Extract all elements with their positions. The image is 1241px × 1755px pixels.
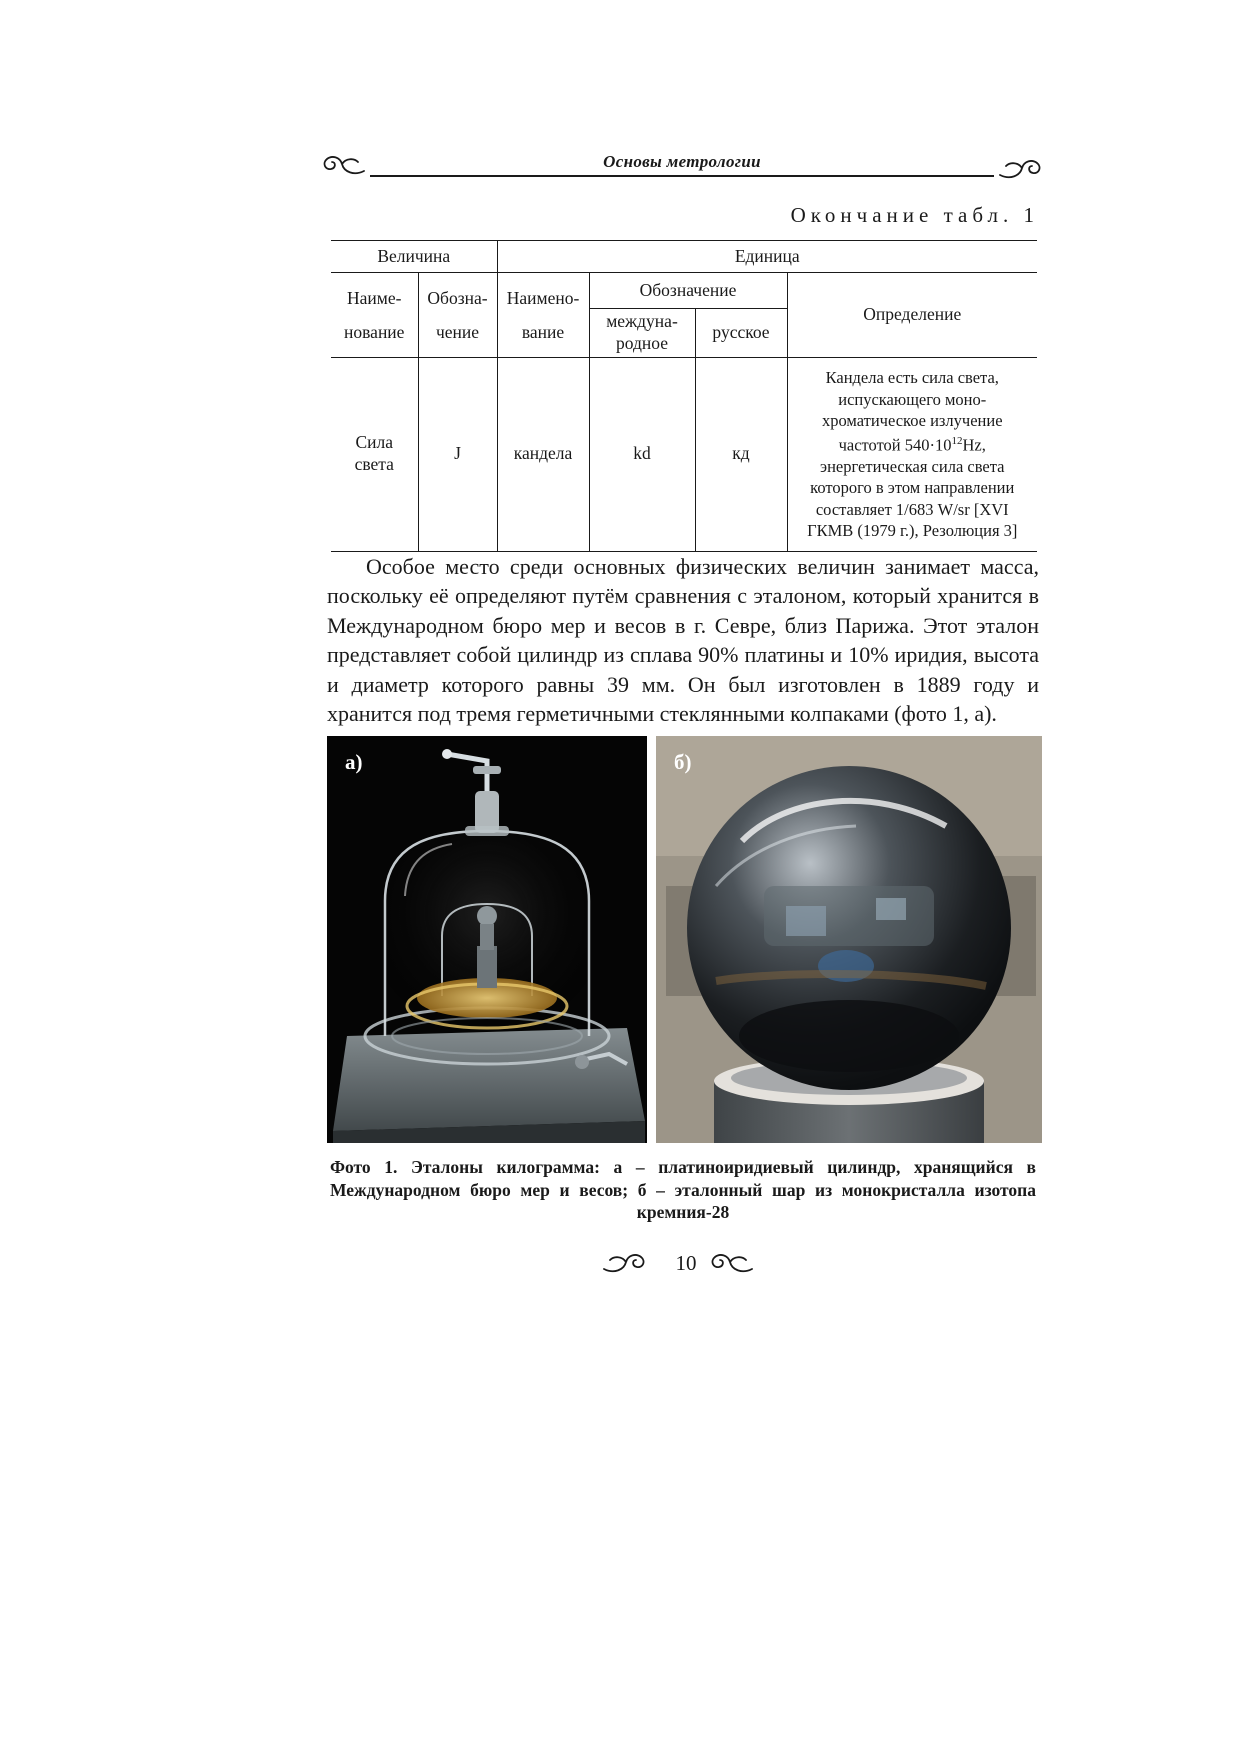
header-international: междуна- родное	[589, 309, 695, 358]
kilogram-bell-jar-illustration	[327, 736, 647, 1143]
cell-russian: кд	[695, 357, 787, 551]
cell-international: kd	[589, 357, 695, 551]
header-unit-name: Наимено- вание	[497, 273, 589, 358]
definition-text-start: Кандела есть сила света, испускающего моно-хроматическое излучение частотой 540·10	[821, 368, 1003, 455]
header-quantity-symbol: Обозна- чение	[418, 273, 497, 358]
header-quantity: Величина	[331, 241, 497, 273]
body-paragraph: Особое место среди основных физических величин занимает масса, поскольку её определяют путём сравнения с эталоном, который хранится в Международном бюро мер и весов в г. Севре, близ Парижа. Этот эталон представляет собой цилиндр из сплава 90% платины и 10% иридия, высота и диаметр которого равны 39 мм. Он был изготовлен в 1889 году и хранится под тремя герметичными стеклянными колпаками (фото 1, а).	[327, 554, 1039, 727]
definition-text-end: Hz, энергетическая сила света которого в этом направлении составляет 1/683 W/sr [XVI ГКМВ (1979 г.), Резолюция 3]	[807, 435, 1018, 540]
table-row	[331, 357, 1037, 551]
photo-silicon-sphere	[656, 736, 1042, 1143]
header-rule	[370, 175, 994, 177]
definition-exponent: 12	[951, 435, 963, 448]
silicon-sphere-illustration	[656, 736, 1042, 1143]
header-quantity-name: Наиме- нование	[331, 273, 418, 358]
cell-unit-name: кандела	[497, 357, 589, 551]
photo-b-label: б)	[674, 750, 692, 774]
table-continuation-caption: Окончание табл. 1	[790, 203, 1039, 227]
page-number: 10	[675, 1251, 697, 1275]
header-definition: Определение	[787, 273, 1037, 358]
header-left-ornament-icon	[318, 152, 368, 178]
photo-kilogram-prototype	[327, 736, 647, 1143]
header-unit: Единица	[497, 241, 1037, 273]
figure-caption: Фото 1. Эталоны килограмма: а – платиноиридиевый цилиндр, хранящийся в Международном бюро мер и весов; б – эталонный шар из монокристалла изотопа кремния-28	[330, 1157, 1036, 1222]
si-unit-table	[331, 240, 1037, 552]
header-russian: русское	[695, 309, 787, 358]
footer-right-ornament-icon	[706, 1250, 756, 1276]
running-header-title: Основы метрологии	[603, 152, 761, 171]
footer-left-ornament-icon	[600, 1250, 650, 1276]
cell-definition	[787, 357, 1037, 551]
cell-quantity-name: Сила света	[331, 357, 418, 551]
photo-a-label: а)	[345, 750, 363, 774]
header-designation: Обозначение	[589, 273, 787, 309]
header-right-ornament-icon	[996, 156, 1046, 182]
cell-quantity-symbol: J	[418, 357, 497, 551]
